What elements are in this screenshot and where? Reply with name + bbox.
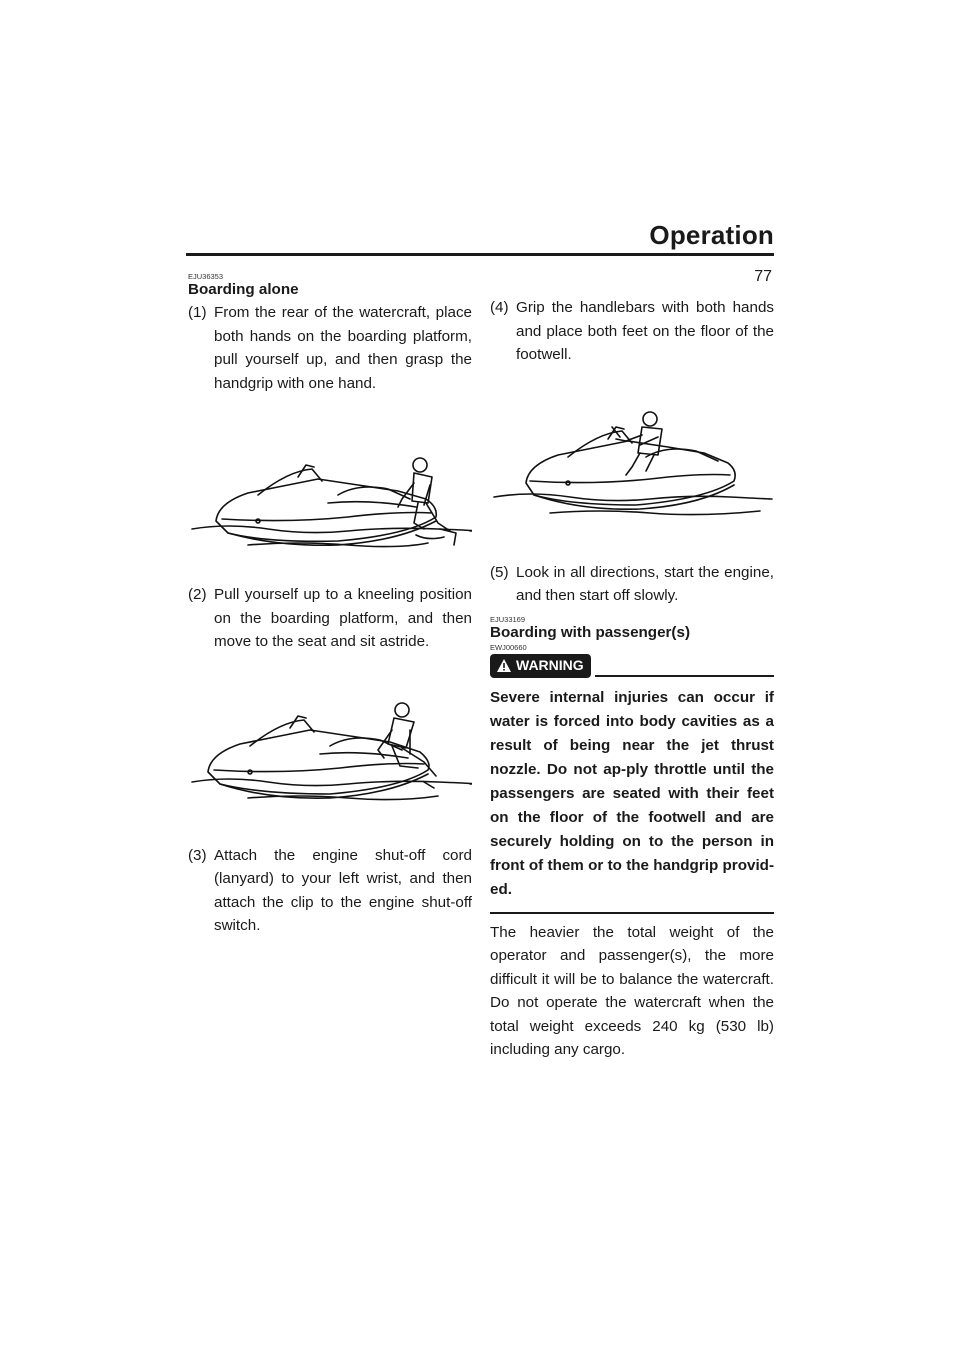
step-number: (5) (490, 563, 509, 581)
step-number: (1) (188, 304, 207, 321)
step-text: From the rear of the watercraft, place both hands on the boarding platform, pull yourself up, and then grasp the handgrip with one hand. (214, 304, 472, 392)
warning-header (490, 654, 774, 678)
warning-triangle-icon (496, 658, 512, 673)
warning-text: Severe internal injuries can occur if water is forced into body cavities as a result of being near the jet thrust nozzle. Do not ap-ply throttle until the passengers are seated with their feet on the floor of the footwell and are securely holding on to the person in front of them or to the handgrip provid-ed. (490, 686, 774, 914)
page-number: 77 (754, 268, 772, 285)
step-2 (188, 583, 472, 654)
step-4 (490, 296, 774, 367)
figure-kneeling-on-platform (188, 654, 472, 832)
step-text: Grip the handlebars with both hands and place both feet on the floor of the footwell. (516, 299, 774, 363)
warning-code: EWJ00660 (490, 642, 527, 652)
section-code: EJU33169 (490, 614, 526, 624)
step-number: (4) (490, 299, 509, 316)
warning-badge (490, 654, 591, 678)
weight-paragraph: The heavier the total weight of the operator and passenger(s), the more difficult it will be to balance the watercraft. Do not operate the watercraft when the total weight exceeds 240 kg (530 lb) including any cargo. (490, 923, 774, 1058)
step-5 (490, 561, 774, 608)
section-heading-boarding-alone: Boarding alone (188, 281, 299, 298)
warning-rule (595, 675, 774, 677)
section-code: EJU36353 (188, 272, 224, 281)
step-text: Attach the engine shut-off cord (lanyard) to your left wrist, and then attach the clip to the engine shut-off switch. (214, 846, 472, 934)
step-text: Look in all directions, start the engine, and then start off slowly. (516, 563, 774, 604)
step-1 (188, 301, 472, 395)
step-3 (188, 844, 472, 938)
step-text: Pull yourself up to a kneeling position on the boarding platform, and then move to the seat and sit astride. (214, 586, 472, 650)
step-number: (2) (188, 586, 207, 603)
page-title: Operation (649, 220, 774, 250)
right-column (490, 296, 774, 1062)
figure-seated-gripping-handlebars (490, 367, 774, 551)
step-number: (3) (188, 846, 207, 864)
left-column (188, 273, 472, 938)
figure-boarding-from-rear (188, 395, 472, 577)
header-divider (186, 253, 774, 256)
warning-label: WARNING (516, 656, 584, 673)
section-heading-boarding-with-passengers: Boarding with passenger(s) (490, 623, 690, 641)
